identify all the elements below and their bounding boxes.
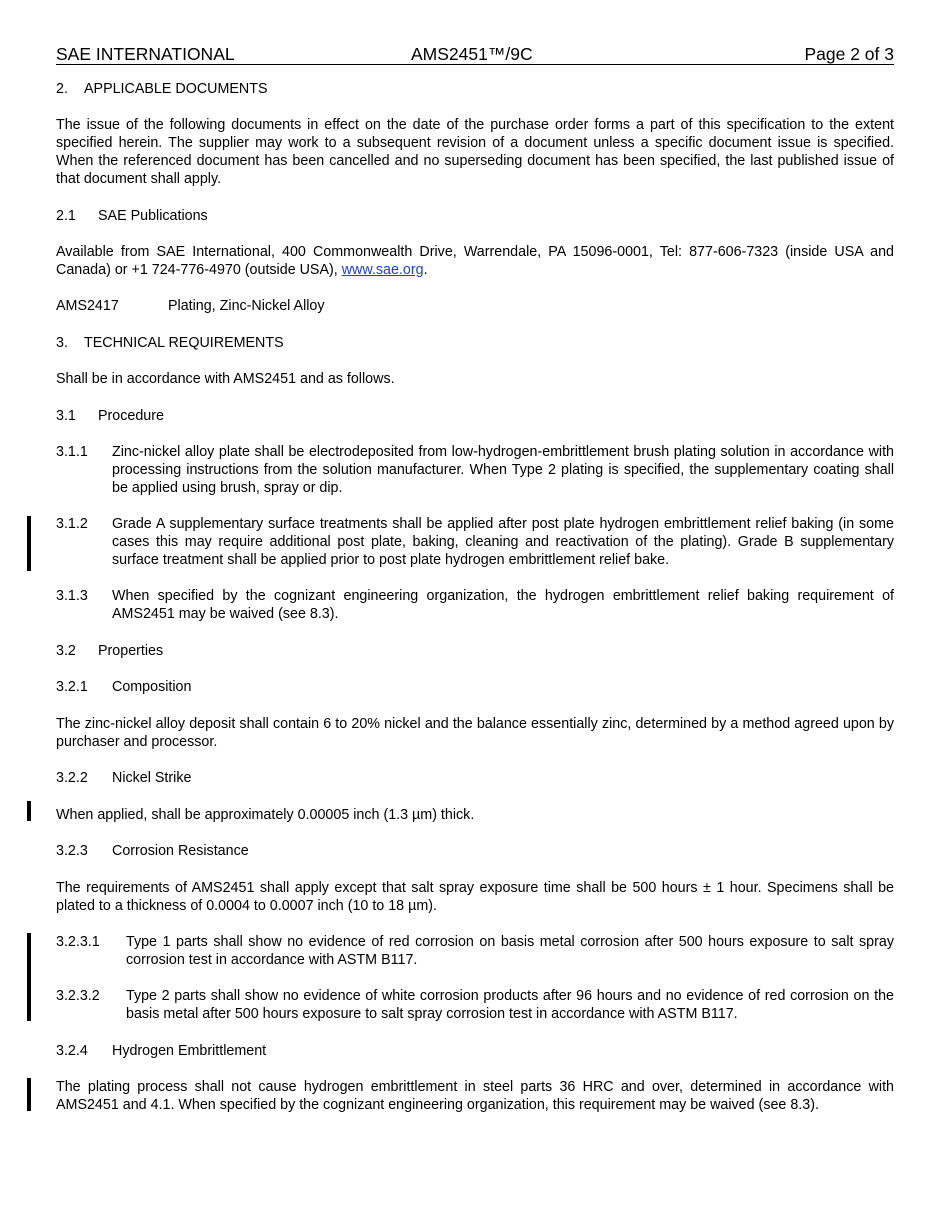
section-3-2-3-2 (56, 987, 894, 1023)
section-text: Type 2 parts shall show no evidence of white corrosion products after 96 hours and no evidence of red corrosion on the basis metal after 500 hours exposure to salt spray corrosion test in accordance with ASTM B117. (126, 988, 894, 1022)
section-text: Grade A supplementary surface treatments shall be applied after post plate hydrogen embrittlement relief baking (in some cases this may require additional post plate, baking, cleaning and reactivation of the plating). Grade B supplementary surface treatment shall be applied prior to post plate hydrogen embrittlement relief bake. (112, 516, 894, 568)
section-3-paragraph: Shall be in accordance with AMS2451 and as follows. (56, 371, 395, 387)
section-title: Composition (112, 679, 192, 695)
section-3-2-2-paragraph: When applied, shall be approximately 0.00005 inch (1.3 µm) thick. (56, 807, 475, 823)
section-title: Procedure (98, 408, 164, 424)
section-3-1-3 (56, 587, 894, 623)
section-title: APPLICABLE DOCUMENTS (84, 81, 268, 97)
page-header (56, 44, 894, 65)
section-number: 3.2 (56, 643, 76, 659)
section-title: SAE Publications (98, 208, 208, 224)
section-number: 3.1 (56, 408, 76, 424)
section-3-1-2 (56, 515, 894, 569)
section-title: Properties (98, 643, 164, 659)
section-3-2-4-paragraph: The plating process shall not cause hydrogen embrittlement in steel parts 36 HRC and over, determined in accordance with AMS2451 and 4.1. When specified by the cognizant engineering organization, this requirement may be waived (see 8.3). (56, 1079, 894, 1113)
reference-code: AMS2417 (56, 298, 119, 314)
section-3-2-1-paragraph: The zinc-nickel alloy deposit shall contain 6 to 20% nickel and the balance essentially zinc, determined by a method agreed upon by purchaser and processor. (56, 716, 894, 750)
section-number: 3.2.3 (56, 843, 88, 859)
section-number: 3.1.2 (56, 516, 88, 532)
section-number: 3.1.3 (56, 588, 88, 604)
sae-address-text: Available from SAE International, 400 Commonwealth Drive, Warrendale, PA 15096-0001, Tel: 877-606-7323 (inside USA and Canada) or +1 724-776-4970 (outside USA), (56, 244, 894, 278)
change-bar (27, 933, 31, 1021)
change-bar (27, 516, 31, 571)
section-title: TECHNICAL REQUIREMENTS (84, 335, 284, 351)
section-text: Zinc-nickel alloy plate shall be electrodeposited from low-hydrogen-embrittlement brush plating solution in accordance with processing instructions from the solution manufacturer. When Type 2 plating is specified, the supplementary coating shall be applied using brush, spray or dip. (112, 444, 894, 496)
section-text: Type 1 parts shall show no evidence of red corrosion on basis metal corrosion after 500 hours exposure to salt spray corrosion test in accordance with ASTM B117. (126, 934, 894, 968)
section-number: 3.2.4 (56, 1043, 88, 1059)
section-number: 3.2.3.1 (56, 934, 100, 950)
sae-website-link[interactable]: www.sae.org (341, 262, 424, 278)
section-number: 3.2.2 (56, 770, 88, 786)
section-title: Hydrogen Embrittlement (112, 1043, 267, 1059)
change-bar (27, 1078, 31, 1111)
section-number: 3.2.1 (56, 679, 88, 695)
change-bar (27, 801, 31, 821)
section-title: Nickel Strike (112, 770, 192, 786)
section-3-1-1 (56, 443, 894, 497)
section-2-paragraph: The issue of the following documents in effect on the date of the purchase order forms a part of this specification to the extent specified herein. The supplier may work to a subsequent revision of a document unless a specific document issue is specified. When the referenced document has been cancelled and no superseding document has been specified, the last published issue of that document shall apply. (56, 117, 894, 187)
section-number: 2. (56, 81, 68, 97)
header-page-number: Page 2 of 3 (804, 44, 894, 64)
section-number: 3.1.1 (56, 444, 88, 460)
section-2-1-paragraph (56, 243, 894, 279)
header-org: SAE INTERNATIONAL (56, 44, 235, 64)
section-number: 2.1 (56, 208, 76, 224)
period-text: . (423, 262, 428, 278)
section-number: 3.2.3.2 (56, 988, 100, 1004)
header-doc-id: AMS2451™/9C (411, 44, 533, 64)
section-3-2-3-paragraph: The requirements of AMS2451 shall apply except that salt spray exposure time shall be 500 hours ± 1 hour. Specimens shall be plated to a thickness of 0.0004 to 0.0007 inch (10 to 18 µm). (56, 880, 894, 914)
section-title: Corrosion Resistance (112, 843, 249, 859)
section-text: When specified by the cognizant engineering organization, the hydrogen embrittlement relief baking requirement of AMS2451 may be waived (see 8.3). (112, 588, 894, 622)
section-number: 3. (56, 335, 68, 351)
reference-title: Plating, Zinc-Nickel Alloy (168, 298, 325, 314)
section-3-2-3-1 (56, 933, 894, 969)
